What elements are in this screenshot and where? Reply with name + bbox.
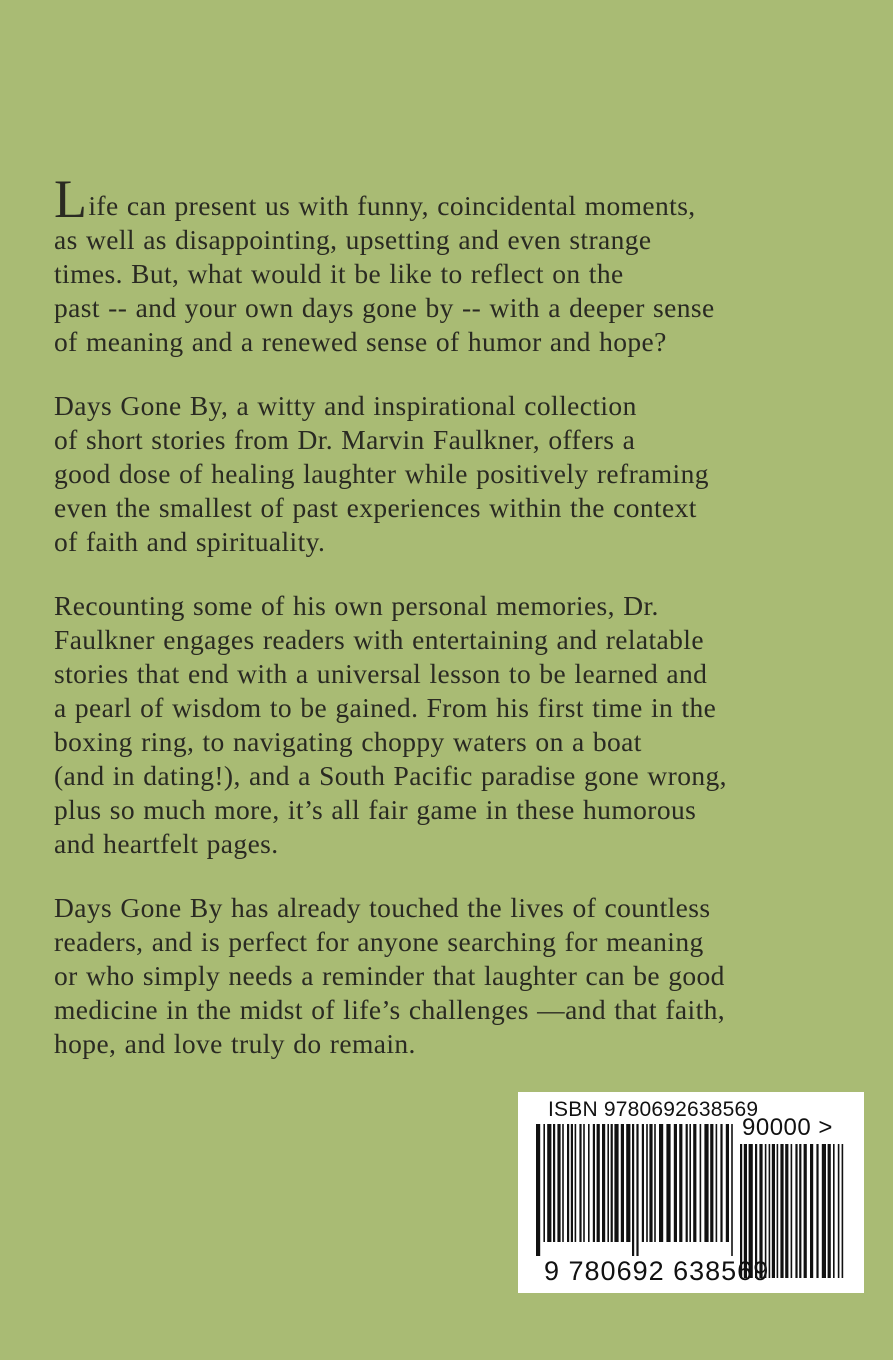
barcode-bar (547, 1124, 551, 1242)
barcode-bar (583, 1124, 585, 1242)
paragraph-summary (54, 389, 854, 559)
barcode-bar (799, 1144, 801, 1278)
barcode-bar (567, 1124, 569, 1242)
barcode-bar (654, 1124, 656, 1242)
blurb-line (54, 169, 854, 229)
barcode-bar (816, 1144, 818, 1278)
blurb-line: stories that end with a universal lesson to be learned and (54, 658, 708, 689)
barcode-bar (795, 1144, 797, 1278)
barcode-bar (602, 1124, 605, 1242)
blurb-line: hope, and love truly do remain. (54, 1028, 416, 1059)
barcode-bar (828, 1144, 831, 1278)
barcode-bar (659, 1124, 663, 1242)
barcode-bar (689, 1124, 691, 1242)
barcode-bar (543, 1124, 545, 1242)
barcode-bar (626, 1124, 630, 1242)
blurb-line: readers, and is perfect for anyone searching for meaning (54, 926, 704, 957)
blurb-line: past -- and your own days gone by -- with a deeper sense (54, 292, 715, 323)
barcode-bar (693, 1124, 696, 1242)
barcode-bar (597, 1124, 600, 1242)
barcode-bar (636, 1124, 638, 1256)
barcode-bar (785, 1144, 788, 1278)
back-cover-blurb (54, 169, 854, 1091)
blurb-line: Days Gone By, a witty and inspirational collection (54, 390, 637, 421)
blurb-line: of short stories from Dr. Marvin Faulkner, offers a (54, 424, 636, 455)
blurb-line: Recounting some of his own personal memories, Dr. (54, 590, 659, 621)
paragraph-stories (54, 589, 854, 861)
blurb-line: Days Gone By has already touched the lives of countless (54, 892, 711, 923)
blurb-line: times. But, what would it be like to reflect on the (54, 258, 624, 289)
barcode-bar (731, 1124, 733, 1256)
blurb-line: and heartfelt pages. (54, 828, 279, 859)
barcode-bar (607, 1124, 609, 1242)
barcode-bar (777, 1144, 779, 1278)
barcode-bar (593, 1124, 595, 1242)
barcode-bar (772, 1144, 775, 1278)
blurb-line: of faith and spirituality. (54, 526, 326, 557)
barcode-bar (649, 1124, 652, 1242)
paragraph-intro (54, 169, 854, 359)
barcode-bar (642, 1124, 644, 1242)
barcode-bars-icon (536, 1124, 734, 1256)
barcode-bar (838, 1144, 840, 1278)
barcode-bar (822, 1144, 826, 1278)
barcode-bar (571, 1124, 573, 1242)
blurb-line: as well as disappointing, upsetting and even strange (54, 224, 652, 255)
barcode-bar (780, 1144, 783, 1278)
isbn-label: ISBN 9780692638569 (548, 1098, 759, 1121)
barcode-bar (588, 1124, 590, 1242)
blurb-line: boxing ring, to navigating choppy waters on a boat (54, 726, 642, 757)
barcode-bar (833, 1144, 835, 1278)
price-code: 90000 > (742, 1114, 833, 1141)
barcode-bar (804, 1144, 807, 1278)
blurb-line: of meaning and a renewed sense of humor and hope? (54, 326, 667, 357)
blurb-line-text: ife can present us with funny, coincidental moments, (88, 190, 696, 221)
barcode-bar (679, 1124, 682, 1242)
barcode-bar (621, 1124, 624, 1242)
blurb-line: plus so much more, it’s all fair game in these humorous (54, 794, 697, 825)
barcode-bar (674, 1124, 677, 1242)
blurb-line: or who simply needs a reminder that laughter can be good (54, 960, 725, 991)
blurb-line: (and in dating!), and a South Pacific paradise gone wrong, (54, 760, 727, 791)
barcode-bar (666, 1124, 670, 1242)
barcode-bar (632, 1124, 634, 1256)
barcode-bar (810, 1144, 813, 1278)
blurb-line: good dose of healing laughter while positively reframing (54, 458, 709, 489)
barcode-bar (791, 1144, 793, 1278)
paragraph-closing (54, 891, 854, 1061)
barcode-bar (842, 1144, 844, 1278)
barcode-bar (686, 1124, 688, 1242)
blurb-line: medicine in the midst of life’s challenges —and that faith, (54, 994, 726, 1025)
barcode-bar (614, 1124, 618, 1242)
barcode-bar (562, 1124, 564, 1242)
barcode-digits: 9 780692 638569 (544, 1256, 770, 1286)
barcode-bar (553, 1124, 555, 1242)
barcode-bar (716, 1124, 718, 1242)
barcode-bar (710, 1124, 713, 1242)
blurb-line: Faulkner engages readers with entertaining and relatable (54, 624, 704, 655)
barcode-bar (611, 1124, 613, 1242)
barcode-bar (726, 1124, 729, 1242)
isbn-barcode (518, 1092, 864, 1293)
barcode-bar (700, 1124, 702, 1242)
barcode-bar (704, 1124, 708, 1242)
blurb-line: even the smallest of past experiences within the context (54, 492, 697, 523)
barcode-bar (557, 1124, 560, 1242)
barcode-bar (720, 1124, 722, 1242)
barcode-bar (579, 1124, 581, 1242)
blurb-line: a pearl of wisdom to be gained. From his first time in the (54, 692, 717, 723)
barcode-bar (575, 1124, 577, 1242)
drop-cap: L (54, 169, 88, 229)
barcode-bar (646, 1124, 648, 1242)
barcode-bar (536, 1124, 540, 1256)
